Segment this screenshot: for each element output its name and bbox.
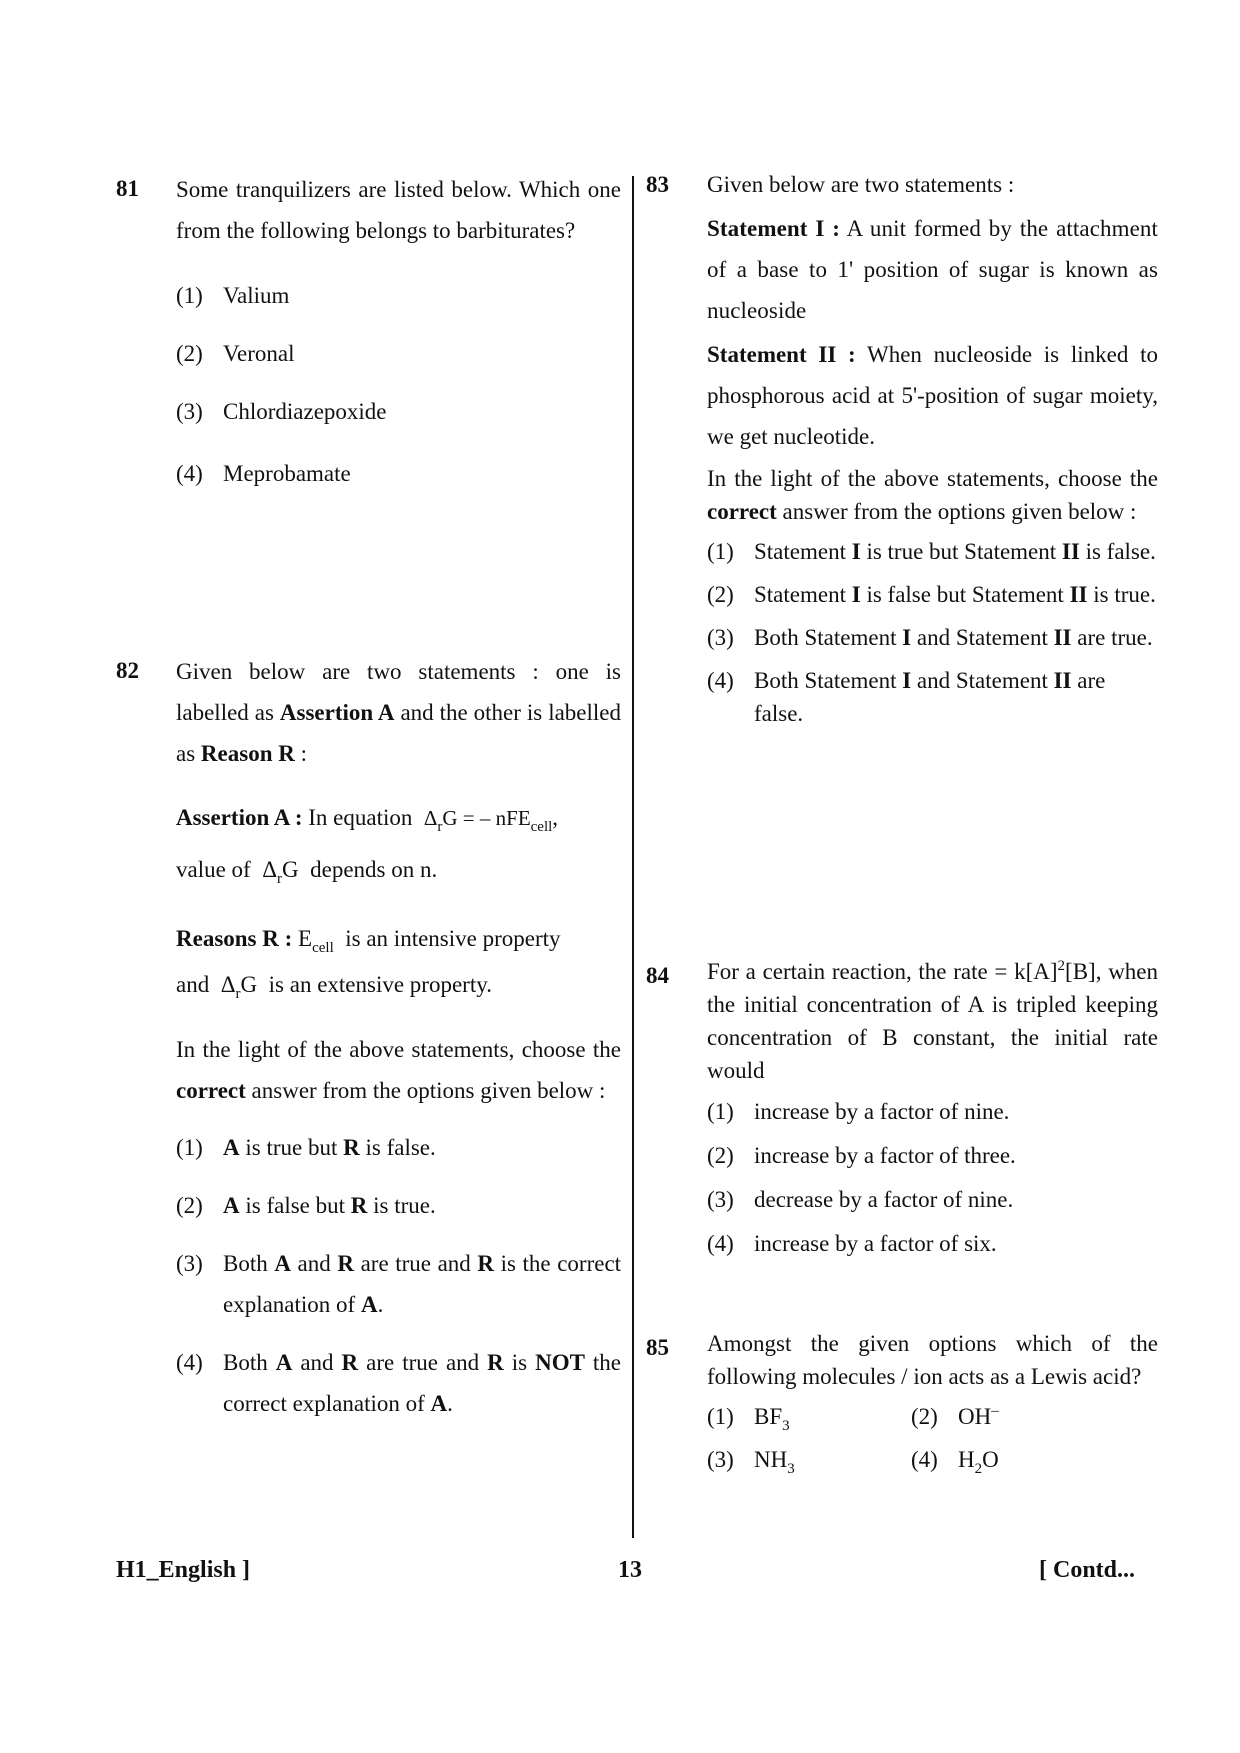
option-2: (2) OH– (911, 1403, 999, 1429)
option-4: (4) increase by a factor of six. (707, 1231, 997, 1256)
option-3: (3) $NH_3$ (707, 1447, 795, 1477)
question-text: Amongst the given options which of the following molecules / ion acts as a Lewis acid? (707, 1331, 1158, 1389)
reason: Reasons R : $E_{cell}$ is an intensive property (176, 926, 561, 956)
option-2: (2) increase by a factor of three. (707, 1143, 1016, 1168)
reason-2: and $\Delta_rG$ is an extensive property. (176, 972, 492, 1002)
option-4: (4) Both A and R are true and R is NOT the correct explanation of A. (176, 1350, 622, 1416)
statement-1: Statement I : A unit formed by the attachment of a base to 1' position of sugar is known as nucleoside (707, 216, 1158, 323)
assertion: Assertion A : In equation $\Delta_rG$ = – nFE$_{cell}$, (176, 805, 559, 835)
option-4: (4) Both Statement I and Statement II are false. (707, 668, 1106, 726)
question-intro: Given below are two statements : one is labelled as Assertion A and the other is labelled as Reason R : (176, 659, 621, 766)
option-1: (1) Statement I is true but Statement II is false. (707, 539, 1156, 564)
option-3: (3) decrease by a factor of nine. (707, 1187, 1014, 1212)
footer-paper-code: H1_English ] (116, 1557, 251, 1583)
question-intro: Given below are two statements : (707, 172, 1015, 197)
question-number: 84 (646, 963, 669, 988)
option-2: (2) A is false but R is true. (176, 1193, 436, 1218)
question-number: 82 (116, 658, 139, 683)
option-1: (1) $BF_3$ (707, 1404, 790, 1434)
instruction: In the light of the above statements, choose the correct answer from the options given below : (707, 466, 1158, 524)
question-text: For a certain reaction, the rate = $k[A]^2[B]$, when the initial concentration of A is tripled keeping concentration of B constant, the initial rate would (707, 958, 1159, 1083)
assertion-value: value of $\Delta_rG$ depends on n. (176, 857, 438, 887)
option-4: (4) $H_2O$ (911, 1447, 999, 1477)
question-text: Some tranquilizers are listed below. Which one from the following belongs to barbiturates? (176, 177, 621, 243)
option-2: (2) Veronal (176, 341, 295, 366)
instruction: In the light of the above statements, choose the correct answer from the options given below : (176, 1037, 621, 1103)
option-3: (3) Both Statement I and Statement II are true. (707, 625, 1153, 650)
option-1: (1) A is true but R is false. (176, 1135, 436, 1160)
question-number: 81 (116, 176, 139, 201)
footer-continued: [ Contd... (1039, 1557, 1136, 1583)
option-3: (3) Chlordiazepoxide (176, 399, 387, 424)
footer-page-number: 13 (618, 1557, 642, 1583)
option-3: (3) Both A and R are true and R is the correct explanation of A. (176, 1251, 622, 1317)
option-1: (1) increase by a factor of nine. (707, 1099, 1010, 1124)
option-4: (4) Meprobamate (176, 461, 351, 486)
statement-2: Statement II : When nucleoside is linked to phosphorous acid at 5'-position of sugar moiety, we get nucleotide. (707, 342, 1158, 449)
column-divider (632, 176, 634, 1538)
question-number: 85 (646, 1335, 669, 1360)
option-2: (2) Statement I is false but Statement II is true. (707, 582, 1156, 607)
option-1: (1) Valium (176, 283, 290, 308)
question-number: 83 (646, 172, 669, 197)
